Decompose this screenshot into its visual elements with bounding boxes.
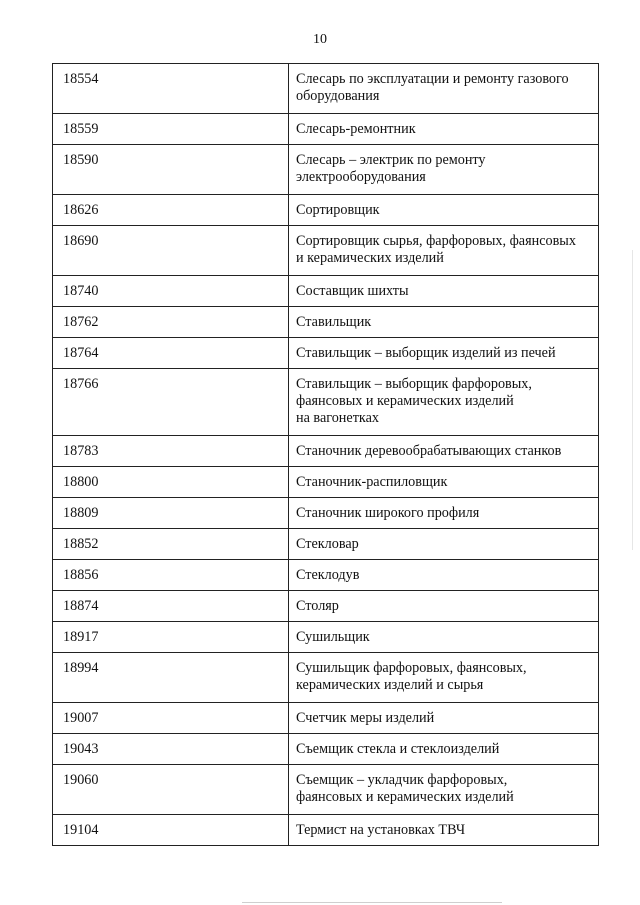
profession-name: Слесарь-ремонтник	[289, 114, 599, 145]
profession-name: Станочник деревообрабатывающих станков	[289, 436, 599, 467]
profession-name: Слесарь по эксплуатации и ремонту газового оборудования	[289, 64, 599, 114]
profession-code: 18559	[53, 114, 289, 145]
profession-code: 19060	[53, 765, 289, 815]
profession-name: Сушильщик	[289, 622, 599, 653]
profession-code: 18766	[53, 369, 289, 436]
page-number: 10	[313, 32, 327, 47]
profession-code: 18994	[53, 653, 289, 703]
profession-codes-table	[52, 63, 599, 846]
profession-code: 18783	[53, 436, 289, 467]
table-row	[53, 560, 599, 591]
profession-code: 18740	[53, 276, 289, 307]
profession-code: 19043	[53, 734, 289, 765]
table-row	[53, 64, 599, 114]
profession-name: Счетчик меры изделий	[289, 703, 599, 734]
profession-name: Съемщик стекла и стеклоизделий	[289, 734, 599, 765]
profession-code: 18626	[53, 195, 289, 226]
table-row	[53, 703, 599, 734]
profession-code: 18590	[53, 145, 289, 195]
profession-code: 18690	[53, 226, 289, 276]
profession-code: 19007	[53, 703, 289, 734]
table-row	[53, 114, 599, 145]
table-row	[53, 622, 599, 653]
profession-name: Ставильщик – выборщик фарфоровых, фаянсовых и керамических изделий на вагонетках	[289, 369, 599, 436]
table-row	[53, 529, 599, 560]
profession-name: Станочник-распиловщик	[289, 467, 599, 498]
profession-code: 18917	[53, 622, 289, 653]
profession-code: 18764	[53, 338, 289, 369]
table-row	[53, 498, 599, 529]
profession-name: Термист на установках ТВЧ	[289, 815, 599, 846]
profession-code: 18809	[53, 498, 289, 529]
profession-code: 18554	[53, 64, 289, 114]
table-row	[53, 765, 599, 815]
profession-name: Ставильщик – выборщик изделий из печей	[289, 338, 599, 369]
profession-name: Слесарь – электрик по ремонту электрооборудования	[289, 145, 599, 195]
profession-code: 18856	[53, 560, 289, 591]
profession-name: Сортировщик сырья, фарфоровых, фаянсовых и керамических изделий	[289, 226, 599, 276]
profession-code: 18874	[53, 591, 289, 622]
table-row	[53, 815, 599, 846]
profession-code: 18762	[53, 307, 289, 338]
table-row	[53, 467, 599, 498]
scan-side-line	[632, 250, 633, 550]
profession-name: Стеклодув	[289, 560, 599, 591]
table-row	[53, 338, 599, 369]
table-row	[53, 307, 599, 338]
table-body	[53, 64, 599, 846]
profession-name: Сортировщик	[289, 195, 599, 226]
table-row	[53, 734, 599, 765]
profession-name: Съемщик – укладчик фарфоровых, фаянсовых и керамических изделий	[289, 765, 599, 815]
scan-edge-line	[242, 902, 502, 903]
table-row	[53, 226, 599, 276]
table-row	[53, 436, 599, 467]
profession-name: Столяр	[289, 591, 599, 622]
table-row	[53, 276, 599, 307]
profession-name: Составщик шихты	[289, 276, 599, 307]
profession-name: Стекловар	[289, 529, 599, 560]
table-row	[53, 591, 599, 622]
profession-name: Станочник широкого профиля	[289, 498, 599, 529]
table-row	[53, 653, 599, 703]
profession-code: 19104	[53, 815, 289, 846]
profession-code: 18800	[53, 467, 289, 498]
profession-code: 18852	[53, 529, 289, 560]
table-row	[53, 145, 599, 195]
profession-name: Сушильщик фарфоровых, фаянсовых, керамических изделий и сырья	[289, 653, 599, 703]
table-row	[53, 369, 599, 436]
profession-name: Ставильщик	[289, 307, 599, 338]
table-row	[53, 195, 599, 226]
